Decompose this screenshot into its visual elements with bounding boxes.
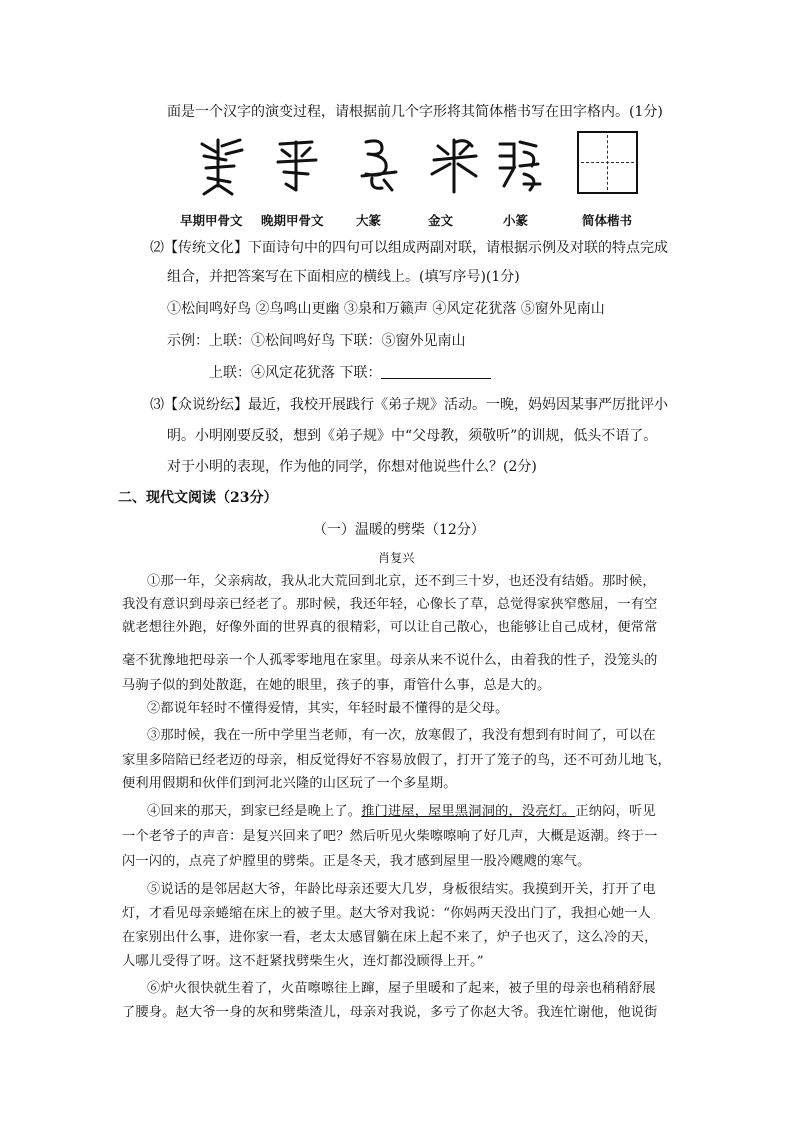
q3-line1: ⑶【众说纷纭】最近，我校开展践行《弟子规》活动。一晚，妈妈因某事严厉批评小 [150, 397, 668, 413]
q1-intro: 面是一个汉字的演变过程，请根据前几个字形将其简体楷书写在田字格内。(1分) [167, 104, 663, 120]
p4-start: ④回来的那天，到家已经是晚上了。 [147, 804, 362, 819]
q2-answer-row [209, 363, 491, 383]
p1-line1: ①那一年，父亲病故，我从北大荒回到北京，还不到三十岁，也还没有结婚。那时候， [147, 574, 656, 589]
p1-line2: 我没有意识到母亲已经老了。那时候，我还年轻，心像长了草，总觉得家狭窄憋屈，一有空 [122, 597, 658, 612]
p4-line3: 闪一闪的，点亮了炉膛里的劈柴。正是冬天，我才感到屋里一股冷飕飕的寒气。 [122, 854, 591, 869]
tianzige-answer-box[interactable] [577, 131, 638, 194]
caption-early-oracle: 早期甲骨文 [180, 213, 243, 228]
caption-late-oracle: 晚期甲骨文 [261, 213, 324, 228]
q2-example: 示例：上联：①松间鸣好鸟 下联：⑤窗外见南山 [167, 333, 466, 349]
q3-line2: 明。小明刚要反驳，想到《弟子规》中“父母教，须敬听”的训规，低头不语了。 [167, 428, 658, 444]
p1-line4: 毫不犹豫地把母亲一个人孤零零地甩在家里。母亲从来不说什么，由着我的性子，没笼头的 [122, 653, 658, 668]
large-seal-glyph [352, 134, 404, 198]
p4-end: 正纳闷，听见 [575, 804, 656, 819]
p1-line3: 就老想往外跑，好像外面的世界真的很精彩，可以让自己散心，也能够让自己成材，便常常 [122, 620, 658, 635]
p5-line3: 在家别出什么事，进你家一看，老太太感冒躺在床上起不来了，炉子也灭了，这么冷的天， [122, 930, 658, 945]
p2-line1: ②都说年轻时不懂得爱情，其实，年轻时最不懂得的是父母。 [147, 701, 509, 716]
p6-line2: 了腰身。赵大爷一身的灰和劈柴渣儿，母亲对我说，多亏了你赵大爷。我连忙谢他，他说街 [122, 1005, 658, 1020]
article-title: （一）温暖的劈柴（12分） [313, 522, 485, 538]
caption-small-seal: 小篆 [503, 213, 529, 228]
section-heading: 二、现代文阅读（23分） [118, 490, 278, 506]
q3-line3: 对于小明的表现，作为他的同学，你想对他说些什么？(2分) [167, 459, 537, 475]
p6-line1: ⑥炉火很快就生着了，火苗嚓嚓往上蹿，屋子里暖和了起来，被子里的母亲也稍稍舒展 [147, 981, 656, 996]
p3-line2: 家里多陪陪已经老迈的母亲，相反觉得好不容易放假了，打开了笼子的鸟，还不可劲儿地飞， [122, 753, 671, 768]
p1-line5: 马驹子似的到处散逛，在她的眼里，孩子的事，甭管什么事，总是大的。 [122, 678, 551, 693]
caption-regular-script: 简体楷书 [582, 213, 633, 228]
p3-line3: 便利用假期和伙伴们到河北兴隆的山区玩了一个多星期。 [122, 776, 457, 791]
q2-options: ①松间鸣好鸟 ②鸟鸣山更幽 ③泉和万籁声 ④风定花犹落 ⑤窗外见南山 [167, 301, 605, 317]
p5-line1: ⑤说话的是邻居赵大爷，年龄比母亲还要大几岁，身板很结实。我摸到开关，打开了电 [147, 882, 656, 897]
p4-underlined-sentence: 推门进屋，屋里黑洞洞的，没亮灯。 [361, 804, 576, 819]
caption-large-seal: 大篆 [356, 213, 382, 228]
q2-line2: 组合，并把答案写在下面相应的横线上。(填写序号)(1分) [167, 269, 520, 285]
late-oracle-glyph [272, 134, 324, 198]
p3-line1: ③那时候，我在一所中学里当老师，有一次，放寒假了，我没有想到有时间了，可以在 [147, 728, 656, 743]
bronze-glyph [426, 134, 482, 198]
p5-line2: 灯，才看见母亲蜷缩在床上的被子里。赵大爷对我说：“你妈两天没出门了，我担心她一人 [122, 906, 652, 921]
caption-bronze: 金文 [428, 213, 454, 228]
p4-line2: 一个老爷子的声音：是复兴回来了吧？然后听见火柴嚓嚓响了好几声，大概是返潮。终于一 [122, 829, 658, 844]
q2-line1: ⑵【传统文化】下面诗句中的四句可以组成两副对联，请根据示例及对联的特点完成 [150, 240, 668, 256]
grid-vertical-guide [607, 135, 608, 190]
q2-answer-blank[interactable] [381, 364, 491, 379]
early-oracle-glyph [196, 134, 248, 198]
p5-line4: 人哪儿受得了呀。这不赶紧找劈柴生火，连灯都没顾得上开。” [122, 954, 484, 969]
q2-answer-text: 上联：④风定花犹落 下联： [209, 365, 382, 381]
article-author: 肖复兴 [378, 551, 415, 565]
p4-line1 [147, 802, 656, 822]
small-seal-glyph [494, 134, 546, 198]
